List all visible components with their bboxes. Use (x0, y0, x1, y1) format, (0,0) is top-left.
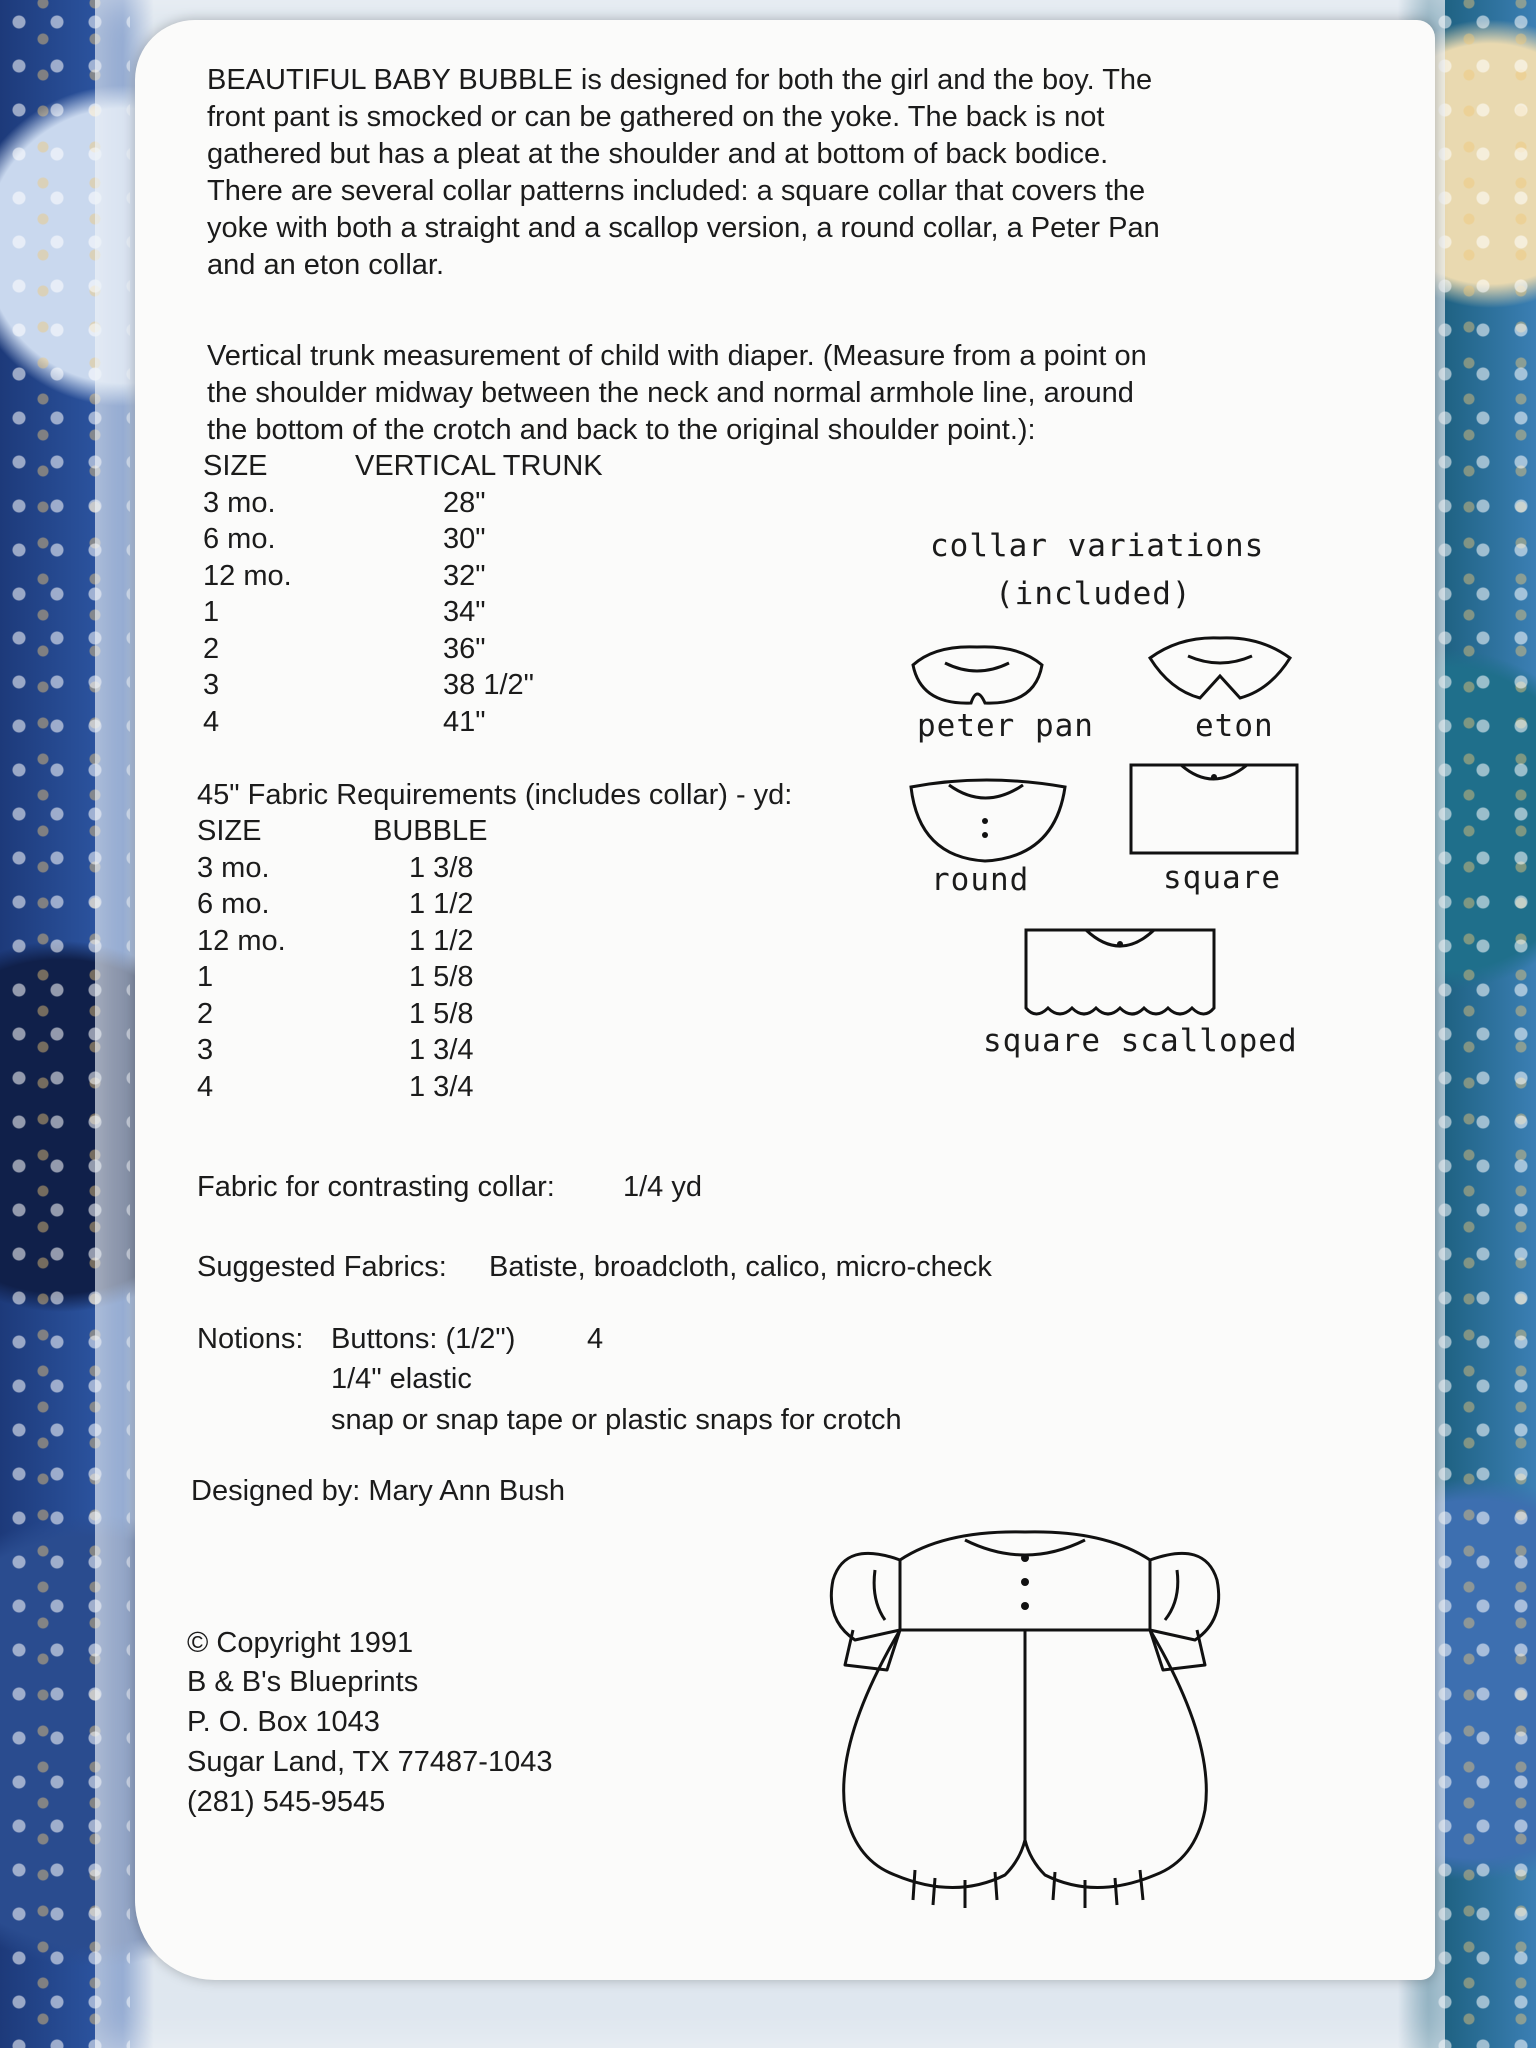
table-row (197, 925, 697, 962)
description-line: BEAUTIFUL BABY BUBBLE is designed for both the girl and the boy. The (207, 64, 1153, 96)
table-row (197, 888, 697, 925)
value-cell: 1 1/2 (409, 888, 474, 920)
value-cell: 30" (443, 523, 486, 555)
size-cell: 1 (203, 596, 220, 628)
fabric-requirements-table (197, 815, 697, 1107)
value-cell: 1 1/2 (409, 924, 474, 957)
collar-heading: collar variations (930, 528, 1265, 564)
city-address: Sugar Land, TX 77487-1043 (187, 1746, 553, 1778)
table-header (203, 450, 703, 487)
company-name: B & B's Blueprints (187, 1666, 419, 1698)
table-row (203, 669, 703, 706)
size-cell: 12 mo. (197, 924, 286, 957)
table-row (203, 523, 703, 560)
table-row (203, 633, 703, 670)
po-box: P. O. Box 1043 (187, 1706, 380, 1738)
measurement-instructions (207, 338, 1267, 449)
vertical-trunk-table (203, 450, 703, 742)
measurement-line: the shoulder midway between the neck and normal armhole line, around (207, 377, 1134, 409)
size-cell: 3 mo. (197, 851, 270, 884)
column-header-size: SIZE (203, 450, 268, 482)
column-header-size: SIZE (197, 815, 262, 847)
value-cell: 36" (443, 632, 486, 665)
description-line: yoke with both a straight and a scallop version, a round collar, a Peter Pan (207, 212, 1160, 244)
table-row (203, 560, 703, 597)
size-cell: 2 (197, 997, 214, 1030)
square-scalloped-collar-sketch (1020, 918, 1220, 1023)
square-label: square (1163, 860, 1281, 896)
size-cell: 6 mo. (197, 888, 270, 920)
value-cell: 1 3/4 (409, 1034, 474, 1066)
table-row (197, 1034, 697, 1071)
size-cell: 3 (197, 1034, 214, 1066)
table-row (203, 487, 703, 524)
fabric-requirements-title: 45" Fabric Requirements (includes collar) - yd: (197, 779, 793, 811)
value-cell: 32" (443, 559, 486, 592)
size-cell: 12 mo. (203, 559, 292, 592)
suggested-fabrics-value: Batiste, broadcloth, calico, micro-check (489, 1251, 992, 1283)
value-cell: 41" (443, 705, 486, 738)
notions-buttons: Buttons: (1/2") (331, 1323, 516, 1355)
size-cell: 3 (203, 669, 220, 701)
table-row (197, 852, 697, 889)
description-line: and an eton collar. (207, 249, 445, 281)
notions-buttons-qty: 4 (587, 1323, 604, 1355)
notions-snaps: snap or snap tape or plastic snaps for crotch (331, 1404, 902, 1436)
table-row (203, 596, 703, 633)
measurement-line: the bottom of the crotch and back to the original shoulder point.): (207, 414, 1036, 446)
suggested-fabrics-label: Suggested Fabrics: (197, 1251, 447, 1283)
description-line: There are several collar patterns included: a square collar that covers the (207, 175, 1146, 207)
description-paragraph (207, 62, 1267, 284)
square-collar-sketch (1125, 753, 1305, 863)
table-row (197, 1071, 697, 1108)
phone-number: (281) 545-9545 (187, 1786, 386, 1818)
eton-collar-sketch (1140, 628, 1300, 718)
size-cell: 3 mo. (203, 486, 276, 519)
description-line: gathered but has a pleat at the shoulder and at bottom of back bodice. (207, 138, 1109, 170)
size-cell: 1 (197, 961, 214, 993)
value-cell: 1 3/4 (409, 1070, 474, 1103)
notions-label: Notions: (197, 1323, 304, 1355)
value-cell: 1 5/8 (409, 997, 474, 1030)
value-cell: 28" (443, 486, 486, 519)
square-scalloped-label: square scalloped (983, 1023, 1298, 1059)
table-row (197, 961, 697, 998)
size-cell: 2 (203, 632, 220, 665)
description-line: front pant is smocked or can be gathered on the yoke. The back is not (207, 101, 1105, 133)
pattern-back-sheet (135, 20, 1435, 1980)
bubble-romper-sketch (815, 1480, 1235, 1910)
round-label: round (931, 862, 1030, 898)
contrast-collar-label: Fabric for contrasting collar: (197, 1171, 555, 1203)
table-header (197, 815, 697, 852)
size-cell: 4 (203, 705, 220, 738)
table-row (203, 706, 703, 743)
measurement-line: Vertical trunk measurement of child with diaper. (Measure from a point on (207, 340, 1147, 372)
value-cell: 1 3/8 (409, 851, 474, 884)
eton-label: eton (1195, 708, 1274, 744)
size-cell: 4 (197, 1070, 214, 1103)
designer-credit: Designed by: Mary Ann Bush (191, 1475, 565, 1507)
value-cell: 1 5/8 (409, 961, 474, 993)
peter-pan-label: peter pan (917, 708, 1094, 744)
size-cell: 6 mo. (203, 523, 276, 555)
table-row (197, 998, 697, 1035)
copyright: © Copyright 1991 (187, 1627, 414, 1659)
collar-heading-sub: (included) (995, 576, 1192, 612)
value-cell: 38 1/2" (443, 669, 534, 701)
contrast-collar-value: 1/4 yd (623, 1171, 702, 1203)
value-cell: 34" (443, 596, 486, 628)
column-header-bubble: BUBBLE (373, 815, 488, 847)
column-header-trunk: VERTICAL TRUNK (355, 450, 603, 482)
round-collar-sketch (905, 765, 1070, 875)
notions-elastic: 1/4" elastic (331, 1363, 472, 1395)
